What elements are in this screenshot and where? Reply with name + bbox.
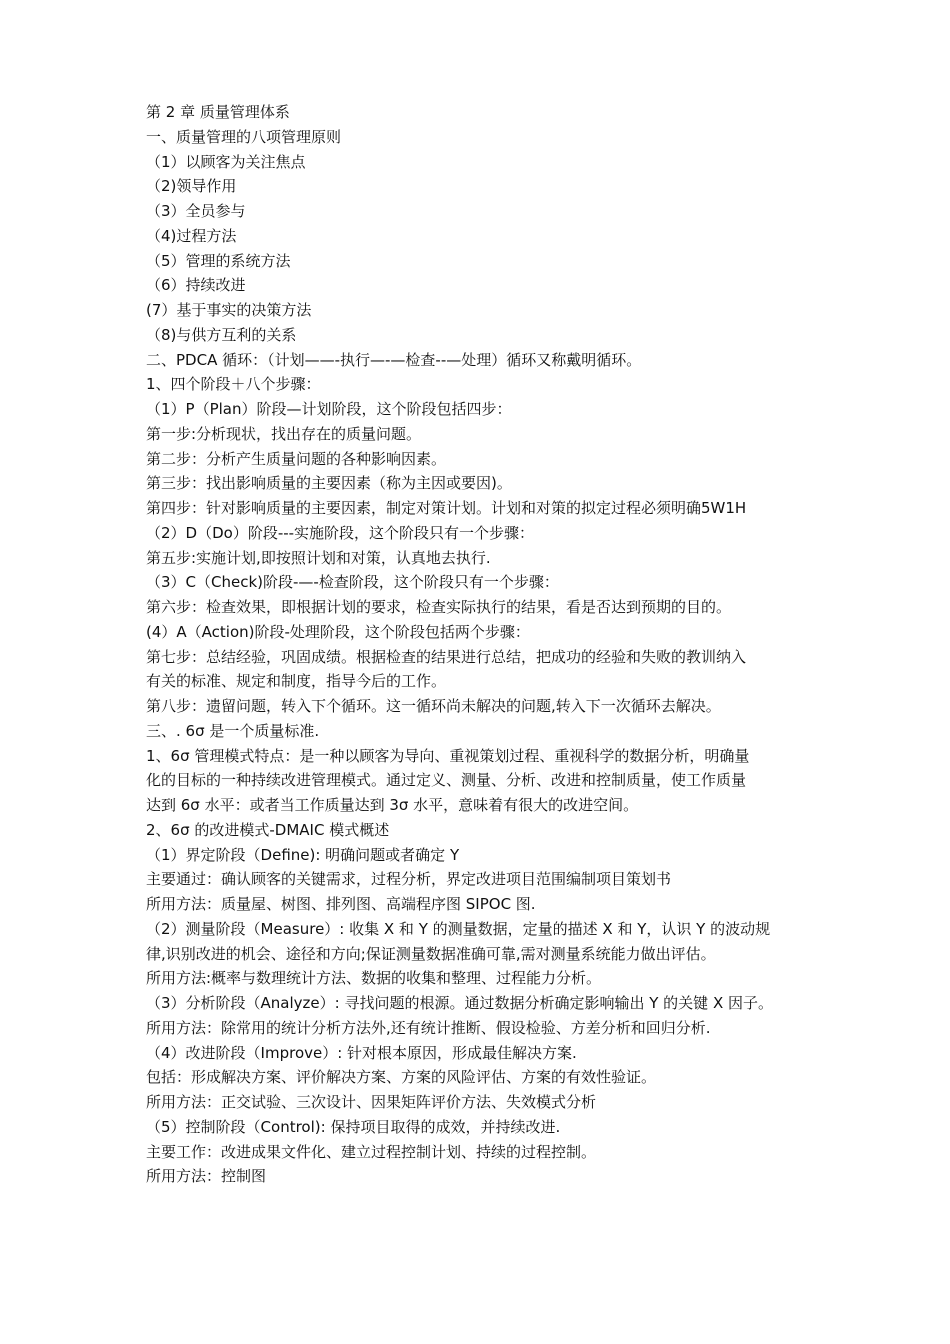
- paragraph-text: 律,识别改进的机会、途径和方向;保证测量数据准确可靠,需对测量系统能力做出评估。: [146, 944, 716, 963]
- document-body: [146, 100, 826, 1189]
- step-text: 第五步:实施计划,即按照计划和对策，认真地去执行.: [146, 548, 491, 567]
- principle-item: (7）基于事实的决策方法: [146, 301, 312, 319]
- paragraph-text: 1、6σ 管理模式特点：是一种以顾客为导向、重视策划过程、重视科学的数据分析，明确量: [146, 746, 750, 765]
- principle-item: （8)与供方互利的关系: [146, 325, 297, 344]
- section-heading-principles: 一、质量管理的八项管理原则: [146, 127, 342, 146]
- phase-analyze: （3）分析阶段（Analyze）: 寻找问题的根源。通过数据分析确定影响输出 Y 的关键 X 因子。: [146, 994, 773, 1012]
- principle-item: （5）管理的系统方法: [146, 251, 291, 270]
- subheading-dmaic: 2、6σ 的改进模式-DMAIC 模式概述: [146, 820, 390, 839]
- step-text: 第六步：检查效果，即根据计划的要求，检查实际执行的结果，看是否达到预期的目的。: [146, 598, 732, 616]
- paragraph-text: 包括：形成解决方案、评价解决方案、方案的风险评估、方案的有效性验证。: [146, 1068, 657, 1087]
- subheading-stages: 1、四个阶段＋八个步骤：: [146, 375, 321, 394]
- phase-control: （5）控制阶段（Control): 保持项目取得的成效，并持续改进.: [146, 1117, 561, 1136]
- step-text: 第二步：分析产生质量问题的各种影响因素。: [146, 449, 447, 468]
- section-heading-pdca: 二、PDCA 循环：（计划——-执行—-—检查--—处理）循环又称戴明循环。: [146, 350, 642, 369]
- principle-item: （1）以顾客为关注焦点: [146, 152, 306, 171]
- section-heading-six-sigma: 三、. 6σ 是一个质量标准.: [146, 721, 320, 740]
- paragraph-text: 化的目标的一种持续改进管理模式。通过定义、测量、分析、改进和控制质量，使工作质量: [146, 771, 747, 790]
- step-text: 第七步：总结经验，巩固成绩。根据检查的结果进行总结，把成功的经验和失败的教训纳入: [146, 647, 747, 666]
- chapter-title: 第 2 章 质量管理体系: [146, 103, 290, 121]
- phase-measure: （2）测量阶段（Measure）: 收集 X 和 Y 的测量数据，定量的描述 X 和 Y，认识 Y 的波动规: [146, 919, 771, 938]
- step-text: 第八步：遗留问题，转入下个循环。这一循环尚未解决的问题,转入下一次循环去解决。: [146, 697, 721, 715]
- paragraph-text: 达到 6σ 水平：或者当工作质量达到 3σ 水平，意味着有很大的改进空间。: [146, 796, 639, 814]
- paragraph-text: 所用方法：除常用的统计分析方法外,还有统计推断、假设检验、方差分析和回归分析.: [146, 1018, 711, 1037]
- step-text: 有关的标准、规定和制度，指导今后的工作。: [146, 672, 447, 691]
- principle-item: （2)领导作用: [146, 177, 237, 196]
- stage-check: （3）C（Check)阶段-—-检查阶段，这个阶段只有一个步骤：: [146, 573, 559, 592]
- paragraph-text: 所用方法：正交试验、三次设计、因果矩阵评价方法、失效模式分析: [146, 1093, 597, 1111]
- stage-action: (4）A（Action)阶段-处理阶段，这个阶段包括两个步骤：: [146, 622, 530, 641]
- step-text: 第四步：针对影响质量的主要因素，制定对策计划。计划和对策的拟定过程必须明确5W1H: [146, 499, 747, 517]
- paragraph-text: 主要工作：改进成果文件化、建立过程控制计划、持续的过程控制。: [146, 1142, 597, 1161]
- principle-item: （4)过程方法: [146, 226, 237, 245]
- paragraph-text: 主要通过：确认顾客的关键需求，过程分析，界定改进项目范围编制项目策划书: [146, 870, 672, 889]
- paragraph-text: 所用方法：控制图: [146, 1167, 267, 1186]
- phase-improve: （4）改进阶段（Improve）: 针对根本原因，形成最佳解决方案.: [146, 1043, 577, 1062]
- stage-plan: （1）P（Plan）阶段—计划阶段，这个阶段包括四步：: [146, 400, 512, 418]
- step-text: 第三步：找出影响质量的主要因素（称为主因或要因)。: [146, 474, 512, 493]
- step-text: 第一步:分析现状，找出存在的质量问题。: [146, 424, 422, 443]
- paragraph-text: 所用方法:概率与数理统计方法、数据的收集和整理、过程能力分析。: [146, 969, 602, 988]
- phase-define: （1）界定阶段（Define): 明确问题或者确定 Y: [146, 845, 460, 864]
- principle-item: （6）持续改进: [146, 276, 246, 295]
- paragraph-text: 所用方法：质量屋、树图、排列图、高端程序图 SIPOC 图.: [146, 895, 536, 913]
- stage-do: （2）D（Do）阶段---实施阶段，这个阶段只有一个步骤：: [146, 523, 535, 542]
- principle-item: （3）全员参与: [146, 202, 246, 220]
